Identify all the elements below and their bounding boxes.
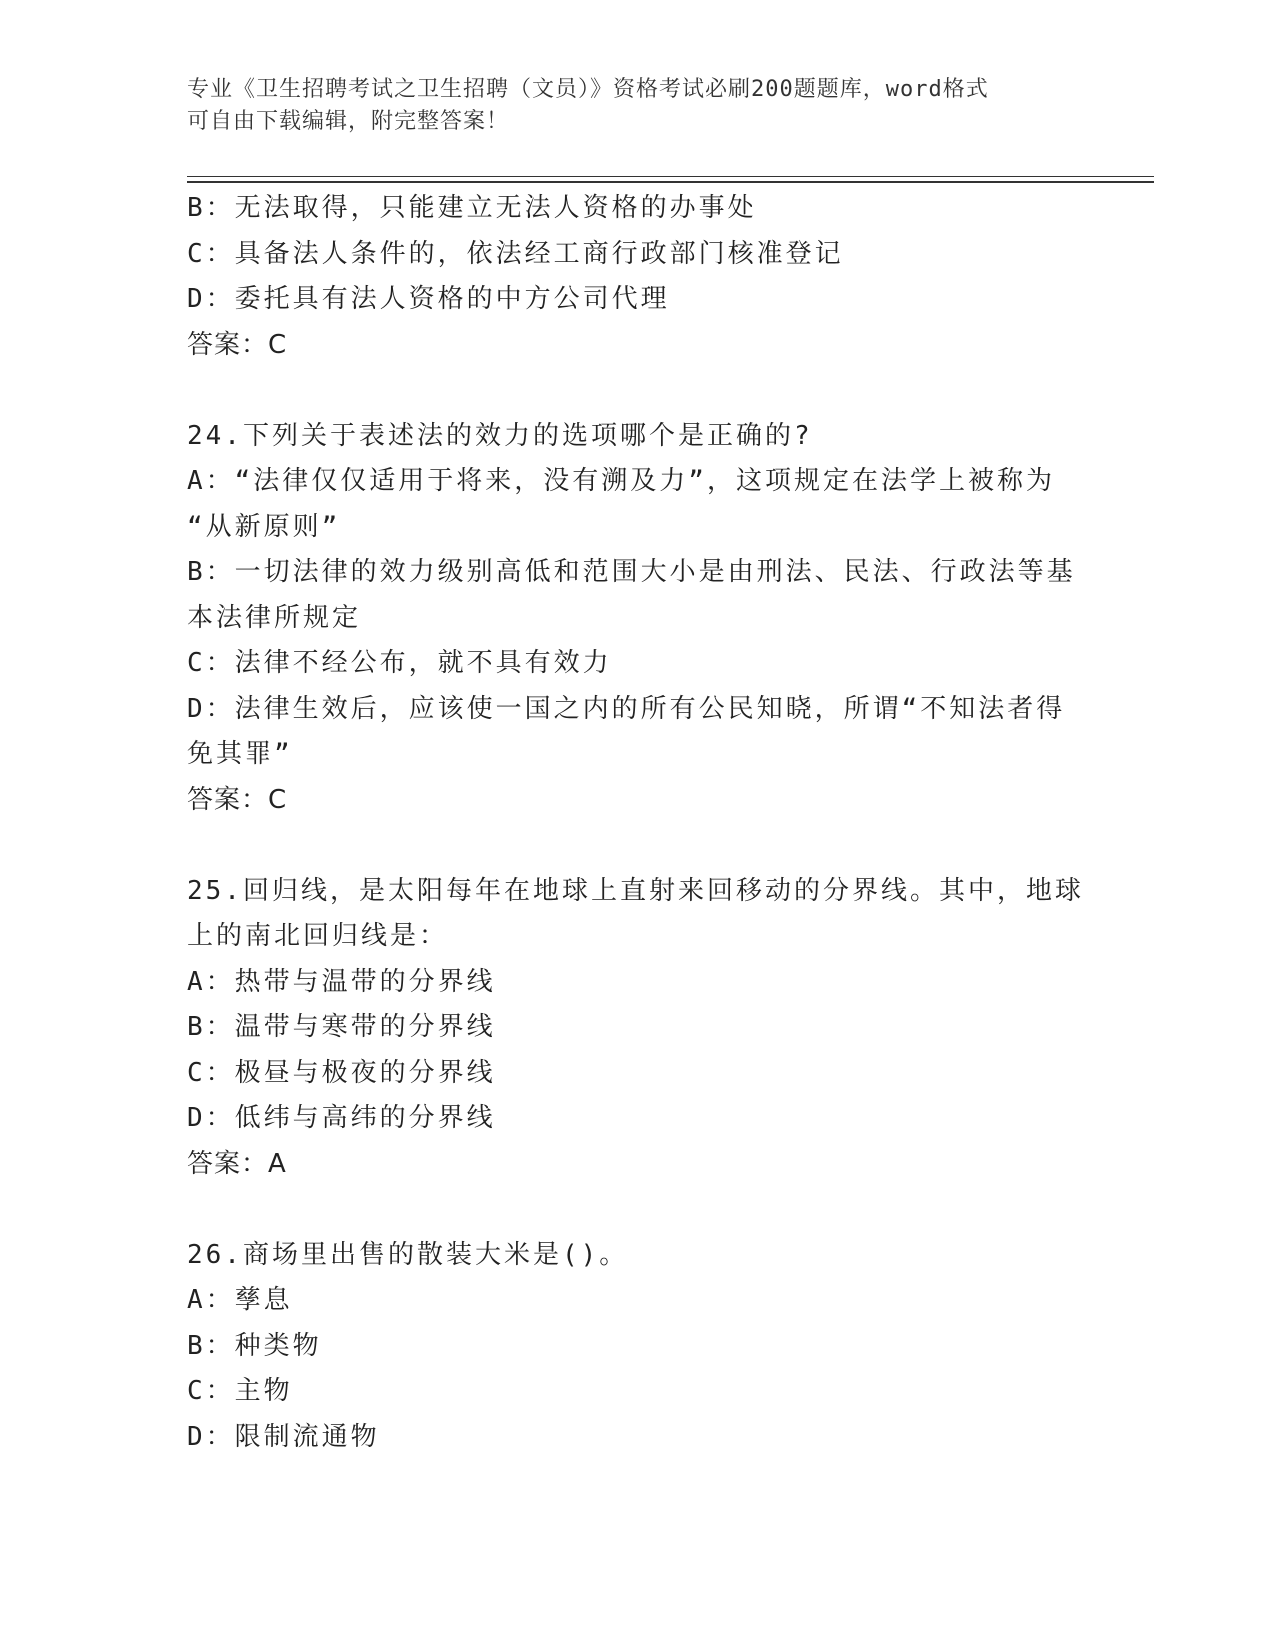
question-text: 25.回归线，是太阳每年在地球上直射来回移动的分界线。其中，地球	[187, 875, 1084, 906]
option-a: A：热带与温带的分界线	[187, 966, 496, 997]
document-header	[187, 74, 1087, 138]
header-divider-thin	[187, 176, 1154, 177]
option-a-continued: “从新原则”	[187, 511, 341, 542]
header-divider-thick	[187, 181, 1154, 183]
option-d: D：法律生效后，应该使一国之内的所有公民知晓，所谓“不知法者得	[187, 693, 1066, 724]
option-a: A：孳息	[187, 1285, 293, 1315]
answer-line: 答案：A	[187, 1148, 287, 1179]
option-b: B：一切法律的效力级别高低和范围大小是由刑法、民法、行政法等基	[187, 557, 1076, 587]
header-line-2: 可自由下载编辑，附完整答案！	[187, 109, 510, 134]
option-a: A：“法律仅仅适用于将来，没有溯及力”，这项规定在法学上被称为	[187, 466, 1055, 496]
header-line-1: 专业《卫生招聘考试之卫生招聘（文员）》资格考试必刷200题题库，word格式	[187, 77, 989, 102]
option-c: C：具备法人条件的，依法经工商行政部门核准登记	[187, 238, 844, 269]
option-d-continued: 免其罪”	[187, 739, 293, 769]
option-b: B：温带与寒带的分界线	[187, 1012, 496, 1042]
document-body	[187, 186, 1087, 1460]
option-d: D：委托具有法人资格的中方公司代理	[187, 284, 670, 314]
question-text: 24.下列关于表述法的效力的选项哪个是正确的?	[187, 420, 813, 451]
option-d: D：限制流通物	[187, 1421, 380, 1452]
block-spacer	[187, 1187, 1087, 1233]
option-d: D：低纬与高纬的分界线	[187, 1103, 496, 1133]
question-block	[187, 414, 1087, 824]
answer-line: 答案：C	[187, 329, 288, 360]
option-b: B：无法取得，只能建立无法人资格的办事处	[187, 193, 757, 223]
question-block	[187, 869, 1087, 1188]
block-spacer	[187, 368, 1087, 414]
option-c: C：法律不经公布，就不具有效力	[187, 648, 612, 678]
question-block	[187, 186, 1087, 368]
question-text: 26.商场里出售的散装大米是()。	[187, 1239, 629, 1270]
option-b: B：种类物	[187, 1330, 322, 1361]
option-c: C：主物	[187, 1376, 293, 1406]
answer-line: 答案：C	[187, 784, 288, 815]
option-b-continued: 本法律所规定	[187, 602, 362, 633]
question-text-continued: 上的南北回归线是：	[187, 921, 449, 951]
block-spacer	[187, 823, 1087, 869]
option-c: C：极昼与极夜的分界线	[187, 1057, 496, 1088]
question-block	[187, 1233, 1087, 1461]
